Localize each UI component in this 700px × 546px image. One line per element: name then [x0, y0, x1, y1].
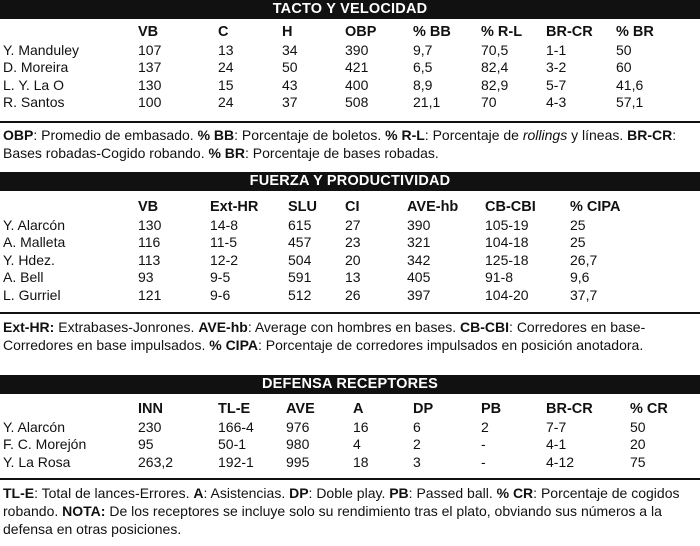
stat-cell: 57,1: [616, 94, 644, 110]
table-row: [0, 234, 700, 252]
section-title: DEFENSA RECEPTORES: [261, 376, 439, 392]
stat-cell: 13: [345, 269, 361, 285]
col-header: % CR: [630, 401, 668, 417]
table-row: [0, 217, 700, 235]
section-title: FUERZA Y PRODUCTIVIDAD: [249, 173, 451, 189]
stat-cell: 12-2: [210, 251, 239, 268]
stat-cell: 6: [413, 418, 421, 435]
legend-text: : Doble play.: [308, 485, 390, 501]
stat-cell: 457: [288, 234, 312, 250]
stat-cell: 26: [345, 286, 361, 303]
table-row: [0, 77, 700, 95]
stat-cell: 263,2: [138, 453, 174, 470]
table-row: [0, 287, 700, 305]
col-header: SLU: [288, 199, 317, 215]
stat-cell: 20: [345, 251, 361, 268]
stat-cell: 100: [138, 94, 162, 110]
stat-cell: 105-19: [485, 216, 529, 233]
stat-cell: 9-6: [210, 286, 231, 303]
stat-cell: 18: [353, 453, 369, 470]
stat-cell: 591: [288, 269, 312, 285]
stat-cell: 26,7: [570, 251, 598, 268]
section-header-tacto: [0, 0, 700, 19]
legend-term: TL-E: [3, 485, 35, 501]
stat-cell: 91-8: [485, 269, 514, 285]
stat-cell: 43: [282, 76, 298, 93]
stat-cell: 3-2: [546, 59, 567, 75]
table-row: [0, 454, 700, 472]
stat-cell: 130: [138, 76, 162, 93]
col-header: Ext-HR: [210, 199, 259, 215]
legend-term: % CIPA: [209, 337, 258, 353]
player-name: L. Gurriel: [3, 286, 61, 303]
stat-cell: 125-18: [485, 251, 529, 268]
stat-cell: 7-7: [546, 418, 567, 435]
stat-cell: 25: [570, 234, 586, 250]
section-title: TACTO Y VELOCIDAD: [272, 1, 428, 17]
table-row: [0, 252, 700, 270]
stat-cell: 9,6: [570, 269, 590, 285]
table-row: [0, 436, 700, 454]
stat-cell: 508: [345, 94, 369, 110]
player-name: Y. La Rosa: [3, 453, 71, 470]
col-header: % BB: [413, 24, 451, 40]
stat-cell: 11-5: [210, 234, 237, 250]
table-header-row: [0, 199, 700, 217]
stat-cell: 9,7: [413, 41, 433, 58]
stat-cell: 9-5: [210, 269, 231, 285]
stat-cell: 50-1: [218, 436, 247, 452]
col-header: CI: [345, 199, 360, 215]
player-name: A. Bell: [3, 269, 44, 285]
legend-italic: rollings: [522, 127, 568, 143]
col-header: DP: [413, 401, 434, 417]
stat-cell: 397: [407, 286, 431, 303]
stat-cell: 14-8: [210, 216, 239, 233]
player-name: Y. Alarcón: [3, 418, 66, 435]
table-tacto: [0, 24, 700, 112]
col-header: C: [218, 24, 229, 40]
legend-text: : Porcentaje de boletos.: [234, 127, 386, 143]
legend-text: : Average con hombres en bases.: [247, 319, 461, 335]
stat-cell: 25: [570, 216, 586, 233]
legend-term: % BB: [197, 127, 235, 143]
stat-cell: 95: [138, 436, 154, 452]
stat-cell: 20: [630, 436, 646, 452]
table-row: [0, 94, 700, 112]
legend-text: Extrabases-Jonrones.: [54, 319, 199, 335]
stat-cell: 16: [353, 418, 369, 435]
legend-text: : Corredores en base-Corredores en base impulsados.: [3, 319, 646, 353]
legend-term: Ext-HR:: [3, 319, 55, 335]
col-header: PB: [481, 401, 502, 417]
stat-cell: -: [481, 436, 486, 452]
stat-cell: 50: [282, 59, 298, 75]
stat-cell: 8,9: [413, 76, 433, 93]
stat-cell: 21,1: [413, 94, 441, 110]
legend-fuerza: [3, 318, 697, 354]
table-fuerza: [0, 199, 700, 304]
stat-cell: 82,9: [481, 76, 509, 93]
col-header: BR-CR: [546, 401, 593, 417]
stat-cell: 70: [481, 94, 497, 110]
legend-text: : Porcentaje de bases robadas.: [245, 145, 439, 161]
stat-cell: 405: [407, 269, 431, 285]
stat-cell: 82,4: [481, 59, 509, 75]
table-header-row: [0, 24, 700, 42]
stat-cell: 390: [407, 216, 431, 233]
legend-text: : Total de lances-Errores.: [34, 485, 194, 501]
stat-cell: 192-1: [218, 453, 254, 470]
table-header-row: [0, 401, 700, 419]
section-header-fuerza: [0, 172, 700, 191]
legend-term: % CR: [496, 485, 534, 501]
legend-term: % BR: [208, 145, 246, 161]
legend-term: A: [193, 485, 204, 501]
stat-cell: 13: [218, 41, 234, 58]
section-rule: [0, 312, 700, 314]
stat-cell: 6,5: [413, 59, 433, 75]
stat-cell: 27: [345, 216, 361, 233]
stat-cell: 166-4: [218, 418, 254, 435]
stat-cell: 34: [282, 41, 298, 58]
legend-term: NOTA:: [62, 503, 106, 519]
stat-cell: 104-20: [485, 286, 529, 303]
legend-text: : Porcentaje de corredores impulsados en posición anotadora.: [257, 337, 644, 353]
player-name: Y. Manduley: [3, 41, 80, 58]
stat-cell: 104-18: [485, 234, 529, 250]
legend-term: DP: [289, 485, 309, 501]
stat-cell: 400: [345, 76, 369, 93]
stat-cell: 23: [345, 234, 361, 250]
stat-cell: 116: [138, 234, 161, 250]
col-header: CB-CBI: [485, 199, 536, 215]
legend-tacto: [3, 126, 697, 162]
stat-cell: 512: [288, 286, 312, 303]
col-header: AVE-hb: [407, 199, 459, 215]
stat-cell: 24: [218, 94, 234, 110]
legend-text: y líneas.: [567, 127, 628, 143]
col-header: BR-CR: [546, 24, 593, 40]
legend-term: BR-CR: [627, 127, 673, 143]
legend-text: : Porcentaje de cogidos robando.: [3, 485, 684, 519]
stat-cell: 421: [345, 59, 369, 75]
stat-cell: 50: [630, 418, 646, 435]
stat-cell: 976: [286, 418, 310, 435]
player-name: A. Malleta: [3, 234, 66, 250]
stat-cell: 113: [138, 251, 161, 268]
stat-cell: 230: [138, 418, 162, 435]
stat-cell: 37: [282, 94, 298, 110]
legend-term: AVE-hb: [198, 319, 248, 335]
stat-cell: 1-1: [546, 41, 567, 58]
legend-text: : Promedio de embasado.: [33, 127, 198, 143]
col-header: A: [353, 401, 364, 417]
player-name: Y. Hdez.: [3, 251, 55, 268]
stat-cell: 41,6: [616, 76, 644, 93]
stat-cell: 3: [413, 453, 421, 470]
stat-cell: 615: [288, 216, 312, 233]
stat-cell: 50: [616, 41, 632, 58]
stat-cell: 2: [481, 418, 489, 435]
stat-cell: 2: [413, 436, 421, 452]
legend-text: : Bases robadas-Cogido robando.: [3, 127, 681, 161]
legend-defensa: [3, 484, 697, 538]
col-header: TL-E: [218, 401, 251, 417]
legend-text: : Porcentaje de: [424, 127, 523, 143]
section-rule: [0, 478, 700, 480]
col-header: H: [282, 24, 293, 40]
section-header-defensa: [0, 375, 700, 394]
stat-cell: 321: [407, 234, 431, 250]
stat-cell: 5-7: [546, 76, 567, 93]
player-name: Y. Alarcón: [3, 216, 66, 233]
stat-cell: 342: [407, 251, 431, 268]
stat-cell: 75: [630, 453, 646, 470]
stat-cell: -: [481, 453, 486, 470]
legend-term: PB: [389, 485, 409, 501]
stat-cell: 70,5: [481, 41, 509, 58]
stat-cell: 980: [286, 436, 310, 452]
stat-cell: 121: [138, 286, 162, 303]
col-header: VB: [138, 199, 159, 215]
col-header: % BR: [616, 24, 654, 40]
stat-cell: 60: [616, 59, 632, 75]
table-row: [0, 269, 700, 287]
stat-cell: 4-1: [546, 436, 567, 452]
player-name: D. Moreira: [3, 59, 69, 75]
section-rule: [0, 121, 700, 123]
stat-cell: 130: [138, 216, 162, 233]
legend-term: % R-L: [385, 127, 425, 143]
col-header: INN: [138, 401, 163, 417]
stat-cell: 504: [288, 251, 312, 268]
table-row: [0, 42, 700, 60]
stat-cell: 15: [218, 76, 234, 93]
col-header: VB: [138, 24, 159, 40]
stat-cell: 4: [353, 436, 361, 452]
table-row: [0, 59, 700, 77]
legend-text: : Asistencias.: [203, 485, 290, 501]
col-header: AVE: [286, 401, 315, 417]
legend-text: De los receptores se incluye solo su rendimiento tras el plato, obviando sus números a la defensa en otras posiciones.: [3, 503, 666, 537]
table-row: [0, 419, 700, 437]
legend-text: : Passed ball.: [408, 485, 497, 501]
legend-term: OBP: [3, 127, 34, 143]
stat-cell: 37,7: [570, 286, 598, 303]
col-header: % CIPA: [570, 199, 621, 215]
table-defensa: [0, 401, 700, 471]
col-header: % R-L: [481, 24, 523, 40]
stat-cell: 137: [138, 59, 162, 75]
stat-cell: 4-12: [546, 453, 575, 470]
stat-cell: 995: [286, 453, 310, 470]
stat-cell: 24: [218, 59, 234, 75]
stat-cell: 390: [345, 41, 369, 58]
stat-cell: 4-3: [546, 94, 567, 110]
legend-term: CB-CBI: [460, 319, 510, 335]
player-name: R. Santos: [3, 94, 65, 110]
stat-cell: 107: [138, 41, 162, 58]
player-name: L. Y. La O: [3, 76, 64, 93]
col-header: OBP: [345, 24, 377, 40]
stat-cell: 93: [138, 269, 154, 285]
player-name: F. C. Morejón: [3, 436, 87, 452]
